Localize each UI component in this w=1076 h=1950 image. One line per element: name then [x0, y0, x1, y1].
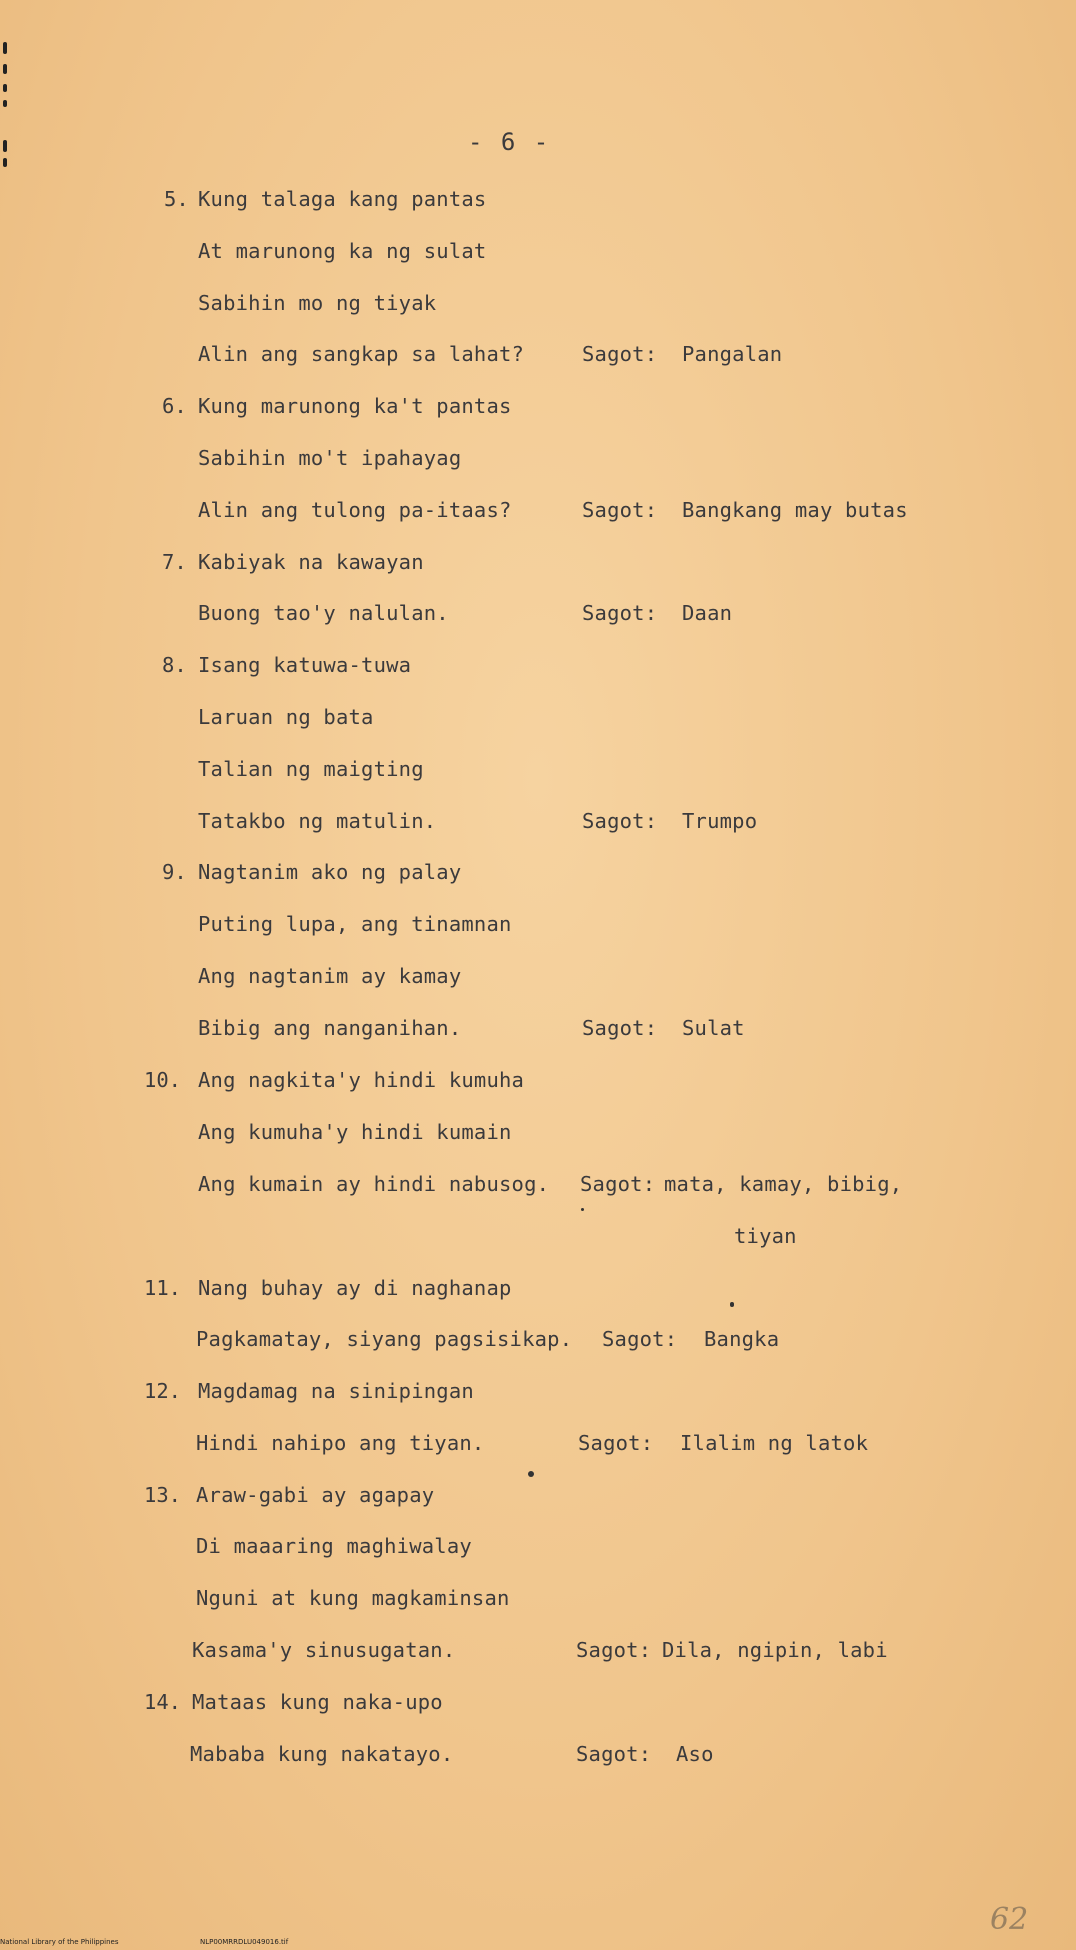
- verse-line: Kung marunong ka't pantas: [198, 394, 512, 418]
- verse-line: Ang nagkita'y hindi kumuha: [198, 1068, 525, 1092]
- binding-mark: [3, 64, 7, 74]
- binding-mark: [3, 140, 7, 152]
- answer-text: mata, kamay, bibig,: [664, 1172, 903, 1196]
- footer-filename: NLP00MRRDLU049016.tif: [200, 1938, 289, 1946]
- ink-dot: [528, 1471, 534, 1477]
- verse-line: Talian ng maigting: [198, 757, 424, 781]
- answer-text: Dila, ngipin, labi: [662, 1638, 888, 1662]
- verse-line: At marunong ka ng sulat: [198, 239, 487, 263]
- verse-line: Di maaaring maghiwalay: [196, 1534, 472, 1558]
- verse-line: Nagtanim ako ng palay: [198, 860, 462, 884]
- answer-label: Sagot:: [602, 1327, 678, 1351]
- binding-mark: [3, 158, 7, 167]
- item-number: 7.: [162, 550, 187, 574]
- item-number: 13.: [144, 1483, 182, 1507]
- verse-line: Tatakbo ng matulin.: [198, 809, 437, 833]
- verse-line: Araw-gabi ay agapay: [196, 1483, 435, 1507]
- verse-line: Kabiyak na kawayan: [198, 550, 424, 574]
- verse-line: Magdamag na sinipingan: [198, 1379, 474, 1403]
- verse-line: Pagkamatay, siyang pagsisikap.: [196, 1327, 573, 1351]
- answer-text: Sulat: [682, 1016, 745, 1040]
- ink-dot: [581, 1208, 584, 1211]
- answer-text-continued: tiyan: [734, 1224, 797, 1248]
- item-number: 9.: [162, 860, 187, 884]
- answer-label: Sagot:: [582, 601, 658, 625]
- answer-text: Daan: [682, 601, 733, 625]
- binding-mark: [3, 100, 7, 107]
- answer-label: Sagot:: [576, 1742, 652, 1766]
- footer-library: National Library of the Philippines: [0, 1938, 119, 1946]
- answer-text: Bangkang may butas: [682, 498, 908, 522]
- verse-line: Nguni at kung magkaminsan: [196, 1586, 510, 1610]
- verse-line: Bibig ang nanganihan.: [198, 1016, 462, 1040]
- answer-text: Aso: [676, 1742, 714, 1766]
- page-number: - 6 -: [468, 128, 551, 156]
- item-number: 6.: [162, 394, 187, 418]
- answer-label: Sagot:: [582, 809, 658, 833]
- item-number: 12.: [144, 1379, 182, 1403]
- item-number: 10.: [144, 1068, 182, 1092]
- verse-line: Kung talaga kang pantas: [198, 187, 487, 211]
- item-number: 8.: [162, 653, 187, 677]
- item-number: 5.: [164, 187, 189, 211]
- item-number: 14.: [144, 1690, 182, 1714]
- verse-line: Sabihin mo't ipahayag: [198, 446, 462, 470]
- binding-mark: [3, 42, 7, 54]
- verse-line: Buong tao'y nalulan.: [198, 601, 449, 625]
- answer-text: Trumpo: [682, 809, 758, 833]
- verse-line: Ang kumain ay hindi nabusog.: [198, 1172, 550, 1196]
- verse-line: Hindi nahipo ang tiyan.: [196, 1431, 485, 1455]
- verse-line: Alin ang tulong pa-itaas?: [198, 498, 512, 522]
- verse-line: Isang katuwa-tuwa: [198, 653, 412, 677]
- ink-dot: [730, 1302, 734, 1307]
- verse-line: Nang buhay ay di naghanap: [198, 1276, 512, 1300]
- verse-line: Alin ang sangkap sa lahat?: [198, 342, 525, 366]
- answer-label: Sagot:: [578, 1431, 654, 1455]
- verse-line: Ang nagtanim ay kamay: [198, 964, 462, 988]
- verse-line: Mataas kung naka-upo: [192, 1690, 443, 1714]
- verse-line: Mababa kung nakatayo.: [190, 1742, 454, 1766]
- verse-line: Puting lupa, ang tinamnan: [198, 912, 512, 936]
- verse-line: Kasama'y sinusugatan.: [192, 1638, 456, 1662]
- binding-mark: [3, 84, 7, 92]
- answer-text: Pangalan: [682, 342, 783, 366]
- folio-number: 62: [990, 1902, 1029, 1937]
- answer-label: Sagot:: [582, 498, 658, 522]
- verse-line: Sabihin mo ng tiyak: [198, 291, 437, 315]
- answer-label: Sagot:: [580, 1172, 656, 1196]
- answer-text: Bangka: [704, 1327, 780, 1351]
- answer-text: Ilalim ng latok: [680, 1431, 869, 1455]
- item-number: 11.: [144, 1276, 182, 1300]
- answer-label: Sagot:: [582, 1016, 658, 1040]
- verse-line: Laruan ng bata: [198, 705, 374, 729]
- answer-label: Sagot:: [576, 1638, 652, 1662]
- verse-line: Ang kumuha'y hindi kumain: [198, 1120, 512, 1144]
- answer-label: Sagot:: [582, 342, 658, 366]
